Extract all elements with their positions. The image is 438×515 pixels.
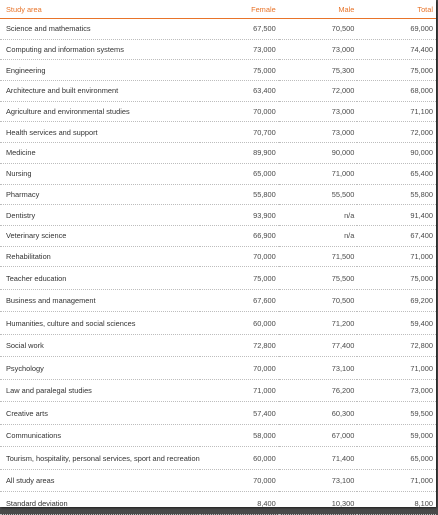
- cell-male: 73,000: [279, 39, 358, 60]
- cell-study-area: Dentistry: [0, 205, 200, 226]
- table-row: [0, 312, 436, 335]
- cell-female: 72,800: [200, 334, 279, 357]
- cell-female: 57,400: [200, 402, 279, 425]
- table-row: [0, 289, 436, 312]
- cell-study-area: Agriculture and environmental studies: [0, 101, 200, 122]
- cell-female: 58,000: [200, 424, 279, 447]
- table-row: [0, 184, 436, 205]
- table-row: [0, 246, 436, 267]
- cell-female: 75,000: [200, 60, 279, 81]
- cell-female: 70,000: [200, 469, 279, 492]
- table-row: [0, 122, 436, 143]
- cell-total: 71,000: [357, 246, 436, 267]
- cell-female: 70,700: [200, 122, 279, 143]
- table-row: [0, 101, 436, 122]
- cell-total: 65,000: [357, 447, 436, 470]
- table-row: [0, 469, 436, 492]
- cell-male: 73,000: [279, 122, 358, 143]
- cell-study-area: Nursing: [0, 163, 200, 184]
- cell-study-area: Health services and support: [0, 122, 200, 143]
- header-row: [0, 0, 436, 19]
- cell-study-area: Veterinary science: [0, 225, 200, 246]
- cell-study-area: Pharmacy: [0, 184, 200, 205]
- table-row: [0, 143, 436, 164]
- table-row: [0, 60, 436, 81]
- cell-study-area: Medicine: [0, 143, 200, 164]
- table-row: [0, 334, 436, 357]
- table-row: [0, 492, 436, 515]
- cell-study-area: Creative arts: [0, 402, 200, 425]
- cell-total: 69,200: [357, 289, 436, 312]
- table-header: [0, 0, 436, 19]
- cell-total: 69,000: [357, 19, 436, 40]
- cell-male: 10,300: [279, 492, 358, 515]
- table-row: [0, 39, 436, 60]
- cell-total: 59,500: [357, 402, 436, 425]
- cell-female: 8,400: [200, 492, 279, 515]
- cell-male: 70,500: [279, 289, 358, 312]
- cell-female: 93,900: [200, 205, 279, 226]
- table-row: [0, 357, 436, 380]
- cell-female: 67,600: [200, 289, 279, 312]
- cell-female: 70,000: [200, 246, 279, 267]
- table-row: [0, 19, 436, 40]
- header-total: Total: [357, 0, 436, 19]
- cell-female: 70,000: [200, 357, 279, 380]
- header-study-area: Study area: [0, 0, 200, 19]
- cell-female: 60,000: [200, 312, 279, 335]
- table-body: [0, 19, 436, 515]
- cell-male: 60,300: [279, 402, 358, 425]
- cell-male: 73,100: [279, 357, 358, 380]
- cell-male: 73,100: [279, 469, 358, 492]
- cell-study-area: Rehabilitation: [0, 246, 200, 267]
- cell-male: 71,500: [279, 246, 358, 267]
- cell-female: 71,000: [200, 379, 279, 402]
- cell-female: 66,900: [200, 225, 279, 246]
- cell-male: 71,000: [279, 163, 358, 184]
- cell-study-area: All study areas: [0, 469, 200, 492]
- table-row: [0, 81, 436, 102]
- cell-female: 73,000: [200, 39, 279, 60]
- table-row: [0, 447, 436, 470]
- cell-female: 55,800: [200, 184, 279, 205]
- cell-study-area: Engineering: [0, 60, 200, 81]
- cell-study-area: Teacher education: [0, 267, 200, 290]
- cell-male: 72,000: [279, 81, 358, 102]
- cell-total: 73,000: [357, 379, 436, 402]
- cell-male: n/a: [279, 225, 358, 246]
- cell-male: 90,000: [279, 143, 358, 164]
- cell-male: 73,000: [279, 101, 358, 122]
- table-row: [0, 205, 436, 226]
- table-row: [0, 267, 436, 290]
- cell-study-area: Computing and information systems: [0, 39, 200, 60]
- header-male: Male: [279, 0, 358, 19]
- cell-total: 8,100: [357, 492, 436, 515]
- cell-male: 75,300: [279, 60, 358, 81]
- cell-male: 76,200: [279, 379, 358, 402]
- cell-study-area: Law and paralegal studies: [0, 379, 200, 402]
- table-row: [0, 379, 436, 402]
- cell-total: 59,400: [357, 312, 436, 335]
- cell-study-area: Science and mathematics: [0, 19, 200, 40]
- cell-total: 72,800: [357, 334, 436, 357]
- cell-male: 77,400: [279, 334, 358, 357]
- cell-female: 70,000: [200, 101, 279, 122]
- cell-total: 71,100: [357, 101, 436, 122]
- cell-male: 55,500: [279, 184, 358, 205]
- cell-study-area: Humanities, culture and social sciences: [0, 312, 200, 335]
- cell-total: 75,000: [357, 60, 436, 81]
- table-row: [0, 225, 436, 246]
- cell-total: 68,000: [357, 81, 436, 102]
- cell-female: 67,500: [200, 19, 279, 40]
- cell-total: 71,000: [357, 357, 436, 380]
- table-row: [0, 424, 436, 447]
- cell-total: 90,000: [357, 143, 436, 164]
- cell-female: 65,000: [200, 163, 279, 184]
- cell-study-area: Psychology: [0, 357, 200, 380]
- cell-male: 70,500: [279, 19, 358, 40]
- cell-male: 71,400: [279, 447, 358, 470]
- cell-female: 89,900: [200, 143, 279, 164]
- cell-female: 63,400: [200, 81, 279, 102]
- header-female: Female: [200, 0, 279, 19]
- cell-female: 75,000: [200, 267, 279, 290]
- cell-total: 59,000: [357, 424, 436, 447]
- cell-female: 60,000: [200, 447, 279, 470]
- cell-study-area: Communications: [0, 424, 200, 447]
- cell-total: 72,000: [357, 122, 436, 143]
- cell-study-area: Tourism, hospitality, personal services, sport and recreation: [0, 447, 200, 470]
- cell-male: 75,500: [279, 267, 358, 290]
- cell-total: 65,400: [357, 163, 436, 184]
- cell-total: 71,000: [357, 469, 436, 492]
- table-row: [0, 163, 436, 184]
- cell-male: 71,200: [279, 312, 358, 335]
- cell-total: 75,000: [357, 267, 436, 290]
- table-row: [0, 402, 436, 425]
- cell-total: 55,800: [357, 184, 436, 205]
- cell-male: 67,000: [279, 424, 358, 447]
- cell-study-area: Social work: [0, 334, 200, 357]
- cell-study-area: Business and management: [0, 289, 200, 312]
- cell-study-area: Architecture and built environment: [0, 81, 200, 102]
- cell-study-area: Standard deviation: [0, 492, 200, 515]
- cell-total: 74,400: [357, 39, 436, 60]
- cell-male: n/a: [279, 205, 358, 226]
- cell-total: 91,400: [357, 205, 436, 226]
- cell-total: 67,400: [357, 225, 436, 246]
